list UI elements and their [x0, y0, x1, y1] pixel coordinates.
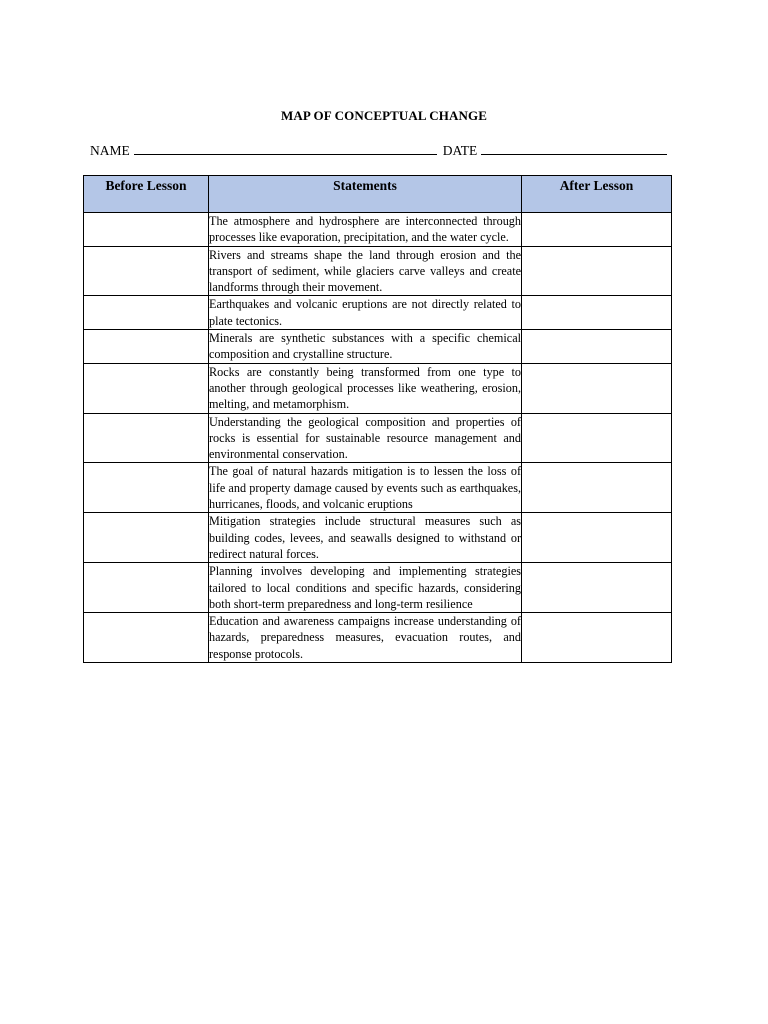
table-row — [84, 563, 672, 613]
before-lesson-cell[interactable] — [84, 296, 209, 330]
after-lesson-cell[interactable] — [522, 613, 672, 663]
after-lesson-cell[interactable] — [522, 463, 672, 513]
before-lesson-cell[interactable] — [84, 330, 209, 364]
table-row — [84, 463, 672, 513]
statement-cell: Rivers and streams shape the land through erosion and the transport of sediment, while glaciers carve valleys and create landforms through their movement. — [209, 247, 521, 295]
statement-cell: Rocks are constantly being transformed from one type to another through geological processes like weathering, erosion, melting, and metamorphism. — [209, 364, 521, 412]
header-before-lesson: Before Lesson — [84, 176, 209, 213]
statement-cell: The atmosphere and hydrosphere are interconnected through processes like evaporation, precipitation, and the water cycle. — [209, 214, 521, 245]
statement-cell: The goal of natural hazards mitigation is to lessen the loss of life and property damage caused by events such as earthquakes, hurricanes, floods, and volcanic eruptions — [209, 464, 521, 512]
table-row — [84, 363, 672, 413]
table-row — [84, 330, 672, 364]
statement-cell: Earthquakes and volcanic eruptions are not directly related to plate tectonics. — [209, 297, 521, 328]
after-lesson-cell[interactable] — [522, 246, 672, 296]
before-lesson-cell[interactable] — [84, 563, 209, 613]
statement-cell: Mitigation strategies include structural measures such as building codes, levees, and seawalls designed to withstand or redirect natural forces. — [209, 514, 521, 561]
after-lesson-cell[interactable] — [522, 330, 672, 364]
conceptual-change-table — [83, 175, 672, 663]
date-blank-field[interactable] — [481, 142, 667, 155]
after-lesson-cell[interactable] — [522, 213, 672, 247]
statement-cell: Planning involves developing and implementing strategies tailored to local conditions and specific hazards, considering both short-term preparedness and long-term resilience — [209, 564, 521, 611]
header-statements: Statements — [209, 176, 522, 213]
after-lesson-cell[interactable] — [522, 363, 672, 413]
header-after-lesson: After Lesson — [522, 176, 672, 213]
before-lesson-cell[interactable] — [84, 363, 209, 413]
table-row — [84, 246, 672, 296]
before-lesson-cell[interactable] — [84, 246, 209, 296]
table-row — [84, 296, 672, 330]
before-lesson-cell[interactable] — [84, 613, 209, 663]
before-lesson-cell[interactable] — [84, 213, 209, 247]
before-lesson-cell[interactable] — [84, 463, 209, 513]
table-header-row — [84, 176, 672, 213]
after-lesson-cell[interactable] — [522, 413, 672, 463]
name-date-line — [90, 142, 690, 159]
name-blank-field[interactable] — [134, 142, 437, 155]
after-lesson-cell[interactable] — [522, 563, 672, 613]
table-row — [84, 413, 672, 463]
statement-cell: Minerals are synthetic substances with a specific chemical composition and crystalline structure. — [209, 331, 521, 362]
table-row — [84, 613, 672, 663]
after-lesson-cell[interactable] — [522, 296, 672, 330]
table-row — [84, 213, 672, 247]
name-label: NAME — [90, 143, 130, 158]
before-lesson-cell[interactable] — [84, 513, 209, 563]
table-row — [84, 513, 672, 563]
before-lesson-cell[interactable] — [84, 413, 209, 463]
after-lesson-cell[interactable] — [522, 513, 672, 563]
page-title: MAP OF CONCEPTUAL CHANGE — [281, 108, 487, 123]
statement-cell: Education and awareness campaigns increase understanding of hazards, preparedness measures, evacuation routes, and response protocols. — [209, 614, 521, 661]
date-label: DATE — [442, 143, 478, 158]
statement-cell: Understanding the geological composition and properties of rocks is essential for sustainable resource management and environmental conservation. — [209, 414, 521, 462]
